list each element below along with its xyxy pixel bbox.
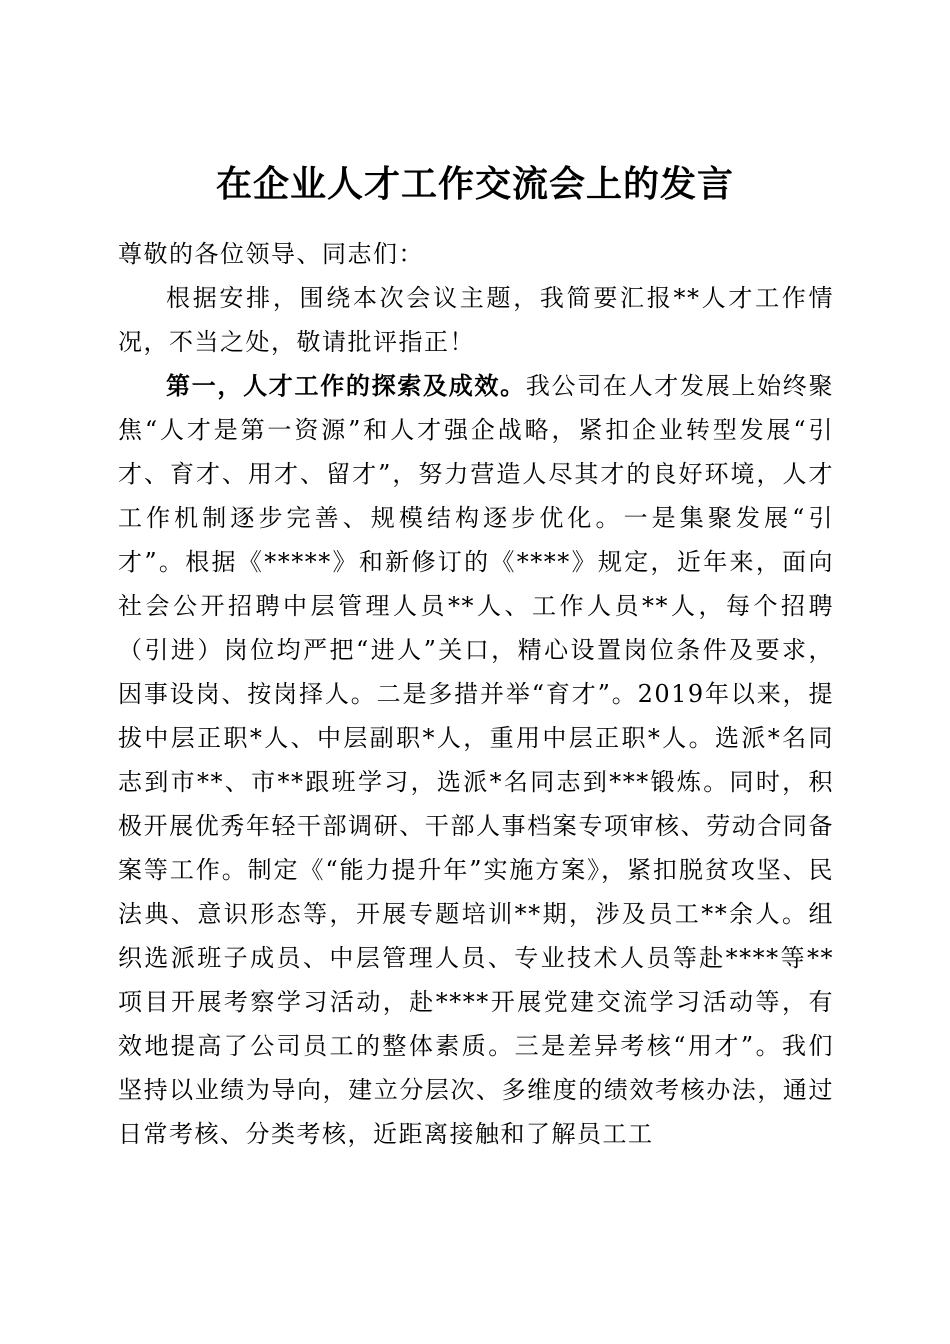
intro-paragraph: 根据安排，围绕本次会议主题，我简要汇报**人才工作情况，不当之处，敬请批评指正！ [118, 284, 834, 356]
section-1-text: 我公司在人才发展上始终聚焦“人才是第一资源”和人才强企战略，紧扣企业转型发展“引才、育才、用才、留才”，努力营造人尽其才的良好环境，人才工作机制逐步完善、规模结构逐步优化。一是集聚发展“引才”。根据《*****》和新修订的《****》规定，近年来，面向社会公开招聘中层管理人员**人、工作人员**人，每个招聘（引进）岗位均严把“进人”关口，精心设置岗位条件及要求，因事设岗、按岗择人。二是多措并举“育才”。2019年以来，提拔中层正职*人、中层副职*人，重用中层正职*人。选派*名同志到市**、市**跟班学习，选派*名同志到***锻炼。同时，积极开展优秀年轻干部调研、干部人事档案专项审核、劳动合同备案等工作。制定《“能力提升年”实施方案》，紧扣脱贫攻坚、民法典、意识形态等，开展专题培训**期，涉及员工**余人。组织选派班子成员、中层管理人员、专业技术人员等赴****等**项目开展考察学习活动，赴****开展党建交流学习活动等，有效地提高了公司员工的整体素质。三是差异考核“用才”。我们坚持以业绩为导向，建立分层次、多维度的绩效考核办法，通过日常考核、分类考核，近距离接触和了解员工工 [118, 372, 835, 1148]
salutation: 尊敬的各位领导、同志们： [118, 240, 424, 268]
section-1-paragraph [118, 364, 834, 1156]
section-1-heading: 第一，人才工作的探索及成效。 [166, 371, 526, 400]
document-body [118, 232, 834, 1156]
document-title: 在企业人才工作交流会上的发言 [215, 163, 734, 206]
